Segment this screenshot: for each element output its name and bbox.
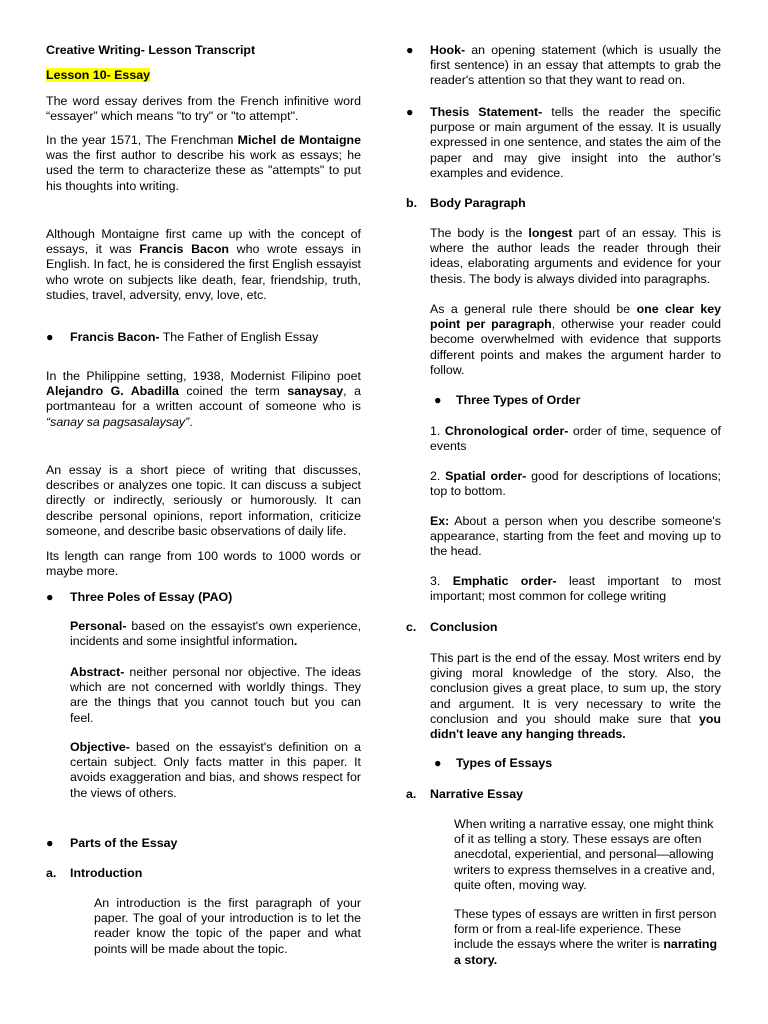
bullet-francis-bacon: ● Francis Bacon- The Father of English Essay xyxy=(46,330,319,344)
order-emphatic: 3. Emphatic order- least important to most important; most common for college writing xyxy=(430,574,722,604)
section-introduction: a. Introduction xyxy=(46,866,143,880)
paragraph-conclusion: This part is the end of the essay. Most writers end by giving moral knowledge of the story. Also, the conclusion gives a great place, to sum up, the story and argument. It is very necessary to write the conclusion and you should make sure that you didn't leave any hanging threads. xyxy=(430,651,721,742)
bullet-three-types-of-order: ● Three Types of Order xyxy=(434,393,581,407)
paragraph-definition: An essay is a short piece of writing that discusses, describes or analyzes one topic. It can discuss a subject directly or indirectly, seriously or humorously. It can describe personal opinions, report information, criticize someone, and describe basic observations of daily life. xyxy=(46,463,361,538)
paragraph-length: Its length can range from 100 words to 1000 words or maybe more. xyxy=(46,549,361,579)
paragraph-montaigne: In the year 1571, The Frenchman Michel de Montaigne was the first author to describe his work as essays; he used the term to characterize these as "attempts" to put his thoughts into writing. xyxy=(46,133,361,193)
doc-title: Creative Writing- Lesson Transcript xyxy=(46,43,256,57)
order-spatial: 2. Spatial order- good for descriptions of locations; top to bottom. xyxy=(430,469,721,499)
pole-abstract: Abstract- neither personal nor objective. The ideas which are not concerned with worldly things. They are the things that you cannot touch but you can feel. xyxy=(70,665,361,725)
paragraph-key-point: As a general rule there should be one clear key point per paragraph, otherwise your reader could become overwhelmed with evidence that supports different points and makes the argument harder to follow. xyxy=(430,302,722,377)
lesson-heading: Lesson 10- Essay xyxy=(46,68,151,82)
bullet-three-poles: ● Three Poles of Essay (PAO) xyxy=(46,590,233,604)
section-conclusion: c. Conclusion xyxy=(406,620,498,634)
bullet-icon: ● xyxy=(46,330,54,344)
bullet-parts-of-essay: ● Parts of the Essay xyxy=(46,836,178,850)
paragraph-narrative-2: These types of essays are written in first person form or from a real-life experience. These include the essays where the writer is narrating a story. xyxy=(454,907,718,967)
paragraph-body: The body is the longest part of an essay. This is where the author leads the reader through their ideas, elaborating arguments and evidence for your thesis. The body is always divided into paragraphs. xyxy=(430,226,721,286)
bullet-thesis-statement: ● Thesis Statement- tells the reader the specific purpose or main argument of the essay. It is usually expressed in one sentence, and states the aim of the paper and may give insight into the author’s examples and evidence. xyxy=(406,105,721,180)
paragraph-etymology: The word essay derives from the French infinitive word “essayer” which means "to try" or "to attempt". xyxy=(46,94,361,124)
bullet-types-of-essays: ● Types of Essays xyxy=(434,756,553,770)
section-narrative-essay: a. Narrative Essay xyxy=(406,787,523,801)
paragraph-bacon: Although Montaigne first came up with the concept of essays, it was Francis Bacon who wrote essays in English. In fact, he is considered the first English essayist who wrote on subjects like death, fear, friendship, truth, studies, travel, adversity, envy, love, etc. xyxy=(46,227,361,302)
pole-personal: Personal- based on the essayist's own experience, incidents and some insightful information. xyxy=(70,619,361,649)
bullet-icon: ● xyxy=(406,43,414,57)
paragraph-introduction: An introduction is the first paragraph of your paper. The goal of your introduction is to let the reader know the topic of the paper and what points will be made about the topic. xyxy=(94,896,361,956)
bullet-hook: ● Hook- an opening statement (which is usually the first sentence) in an essay that attempts to grab the reader's attention so that they want to read on. xyxy=(406,43,721,88)
paragraph-sanaysay: In the Philippine setting, 1938, Modernist Filipino poet Alejandro G. Abadilla coined the term sanaysay, a portmanteau for a written account of someone who is “sanay sa pagsasalaysay”. xyxy=(46,369,361,429)
paragraph-narrative-1: When writing a narrative essay, one might think of it as telling a story. These essays are often anecdotal, experiential, and personal—allowing writers to express themselves in a creative and, quite often, moving way. xyxy=(454,817,716,892)
pole-objective: Objective- based on the essayist's definition on a certain subject. Only facts matter in this paper. It avoids exaggeration and bias, and shows respect for the views of others. xyxy=(70,740,361,800)
bullet-icon: ● xyxy=(434,393,442,407)
section-body-paragraph: b. Body Paragraph xyxy=(406,196,526,210)
bullet-icon: ● xyxy=(46,590,54,604)
spatial-example: Ex: About a person when you describe someone's appearance, starting from the feet and moving up to the head. xyxy=(430,514,721,559)
bullet-icon: ● xyxy=(434,756,442,770)
bullet-icon: ● xyxy=(46,836,54,850)
order-chronological: 1. Chronological order- order of time, sequence of events xyxy=(430,424,721,454)
bullet-icon: ● xyxy=(406,105,414,119)
